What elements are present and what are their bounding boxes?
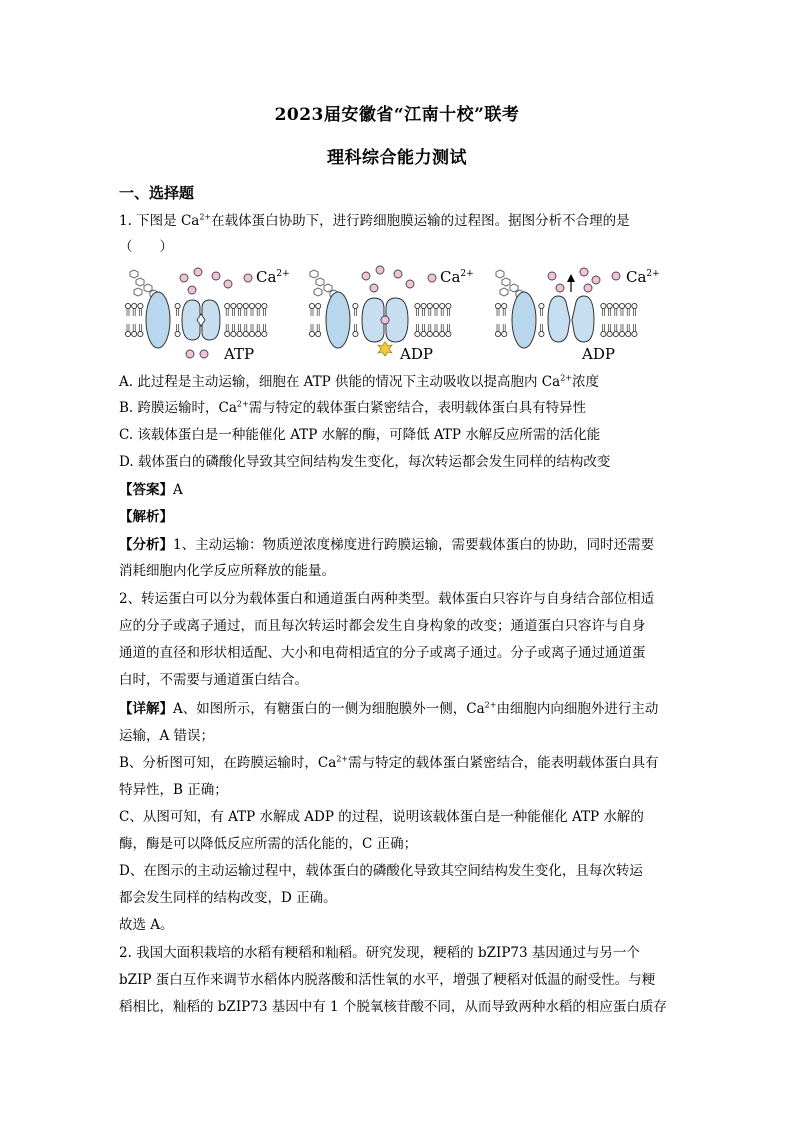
ca-label: $Ca^{2+}$ (626, 268, 660, 286)
adp-label: ADP (400, 345, 433, 363)
figure-panel-2 (309, 266, 473, 363)
energy-burst-icon (378, 342, 392, 356)
question-1-stem: 1. 下图是 $Ca^{2+}$在载体蛋白协助下，进行跨细胞膜运输的过程图。据图分析不合理的是 (119, 212, 630, 229)
analysis-line: 应的分子或离子通过，而且每次转运时都会发生自身构象的改变；通道蛋白只容许与自身 (119, 618, 646, 634)
analysis-heading: 【解析】 (119, 509, 173, 525)
figure-panel-1 (125, 268, 289, 363)
conclusion: 故选 A。 (119, 917, 174, 933)
ca-label: $Ca^{2+}$ (440, 268, 474, 286)
analysis-line: 通道的直径和形状相适配、大小和电荷相适宜的分子或离子通过。分子或离子通过通道蛋 (119, 645, 646, 661)
ca-ion-icons (362, 266, 436, 292)
adp-label: ADP (582, 345, 615, 363)
ca-label: $Ca^{2+}$ (256, 268, 290, 286)
ca-transport-figure (120, 262, 680, 370)
option-d: D. 载体蛋白的磷酸化导致其空间结构发生变化，每次转运都会发生同样的结构改变 (119, 454, 611, 470)
detail-b-line-2: 特异性，B 正确； (119, 782, 228, 798)
option-b: B. 跨膜运输时，$Ca^{2+}$需与特定的载体蛋白紧密结合，表明载体蛋白具有特异性 (119, 399, 587, 416)
answer-line: 【答案】A (119, 482, 183, 498)
detail-a-line-1: 【详解】A、如图所示，有糖蛋白的一侧为细胞膜外一侧，$Ca^{2+}$由细胞内向细胞外进行主动 (119, 700, 659, 717)
analysis-paragraph: 【分析】1、主动运输：物质逆浓度梯度进行跨膜运输，需要载体蛋白的协助，同时还需要 (119, 537, 655, 553)
analysis-line: 2、转运蛋白可以分为载体蛋白和通道蛋白两种类型。载体蛋白只容许与自身结合部位相适 (119, 591, 655, 607)
atp-label: ATP (224, 345, 255, 363)
question-2-line-3: 稻相比，籼稻的 bZIP73 基因中有 1 个脱氧核苷酸不同，从而导致两种水稻的相应蛋白质存 (119, 999, 667, 1015)
option-a: A. 此过程是主动运输，细胞在 ATP 供能的情况下主动吸收以提高胞内 $Ca^{2+}$浓度 (119, 373, 599, 390)
document-subtitle: 理科综合能力测试 (327, 148, 467, 168)
ca-ion-icons (548, 268, 620, 292)
question-2-line-1: 2. 我国大面积栽培的水稻有粳稻和籼稻。研究发现，粳稻的 bZIP73 基因通过与另一个 (119, 945, 640, 961)
figure-panel-3 (495, 268, 659, 363)
detail-c-line-2: 酶，酶是可以降低反应所需的活化能的，C 正确； (119, 836, 418, 852)
carrier-protein-left-icon (548, 296, 570, 342)
analysis-line: 消耗细胞内化学反应所释放的能量。 (119, 563, 335, 579)
detail-a-line-2: 运输，A 错误； (119, 728, 215, 744)
detail-b-line-1: B、分析图可知，在跨膜运输时，$Ca^{2+}$需与特定的载体蛋白紧密结合，能表明载体蛋白具有 (119, 754, 659, 771)
question-2-line-2: bZIP 蛋白互作来调节水稻体内脱落酸和活性氧的水平，增强了粳稻对低温的耐受性。与粳 (119, 972, 656, 988)
document-title: 2023届安徽省“江南十校”联考 (274, 105, 520, 125)
option-c: C. 该载体蛋白是一种能催化 ATP 水解的酶，可降低 ATP 水解反应所需的活化能 (119, 427, 601, 443)
question-1-paren: （ ） (119, 239, 173, 255)
carrier-protein-right-icon (572, 296, 594, 342)
analysis-line: 白时，不需要与通道蛋白结合。 (119, 672, 308, 688)
membrane-protein-icon (512, 292, 536, 348)
detail-c-line-1: C、从图可知，有 ATP 水解成 ADP 的过程，说明该载体蛋白是一种能催化 ATP 水解的 (119, 809, 644, 825)
section-heading: 一、选择题 (119, 184, 195, 202)
detail-d-line-2: 都会发生同样的结构改变，D 正确。 (119, 890, 337, 906)
membrane-protein-icon (326, 292, 350, 348)
detail-d-line-1: D、在图示的主动运输过程中，载体蛋白的磷酸化导致其空间结构发生变化，且每次转运 (119, 863, 643, 879)
membrane-protein-icon (146, 292, 170, 348)
